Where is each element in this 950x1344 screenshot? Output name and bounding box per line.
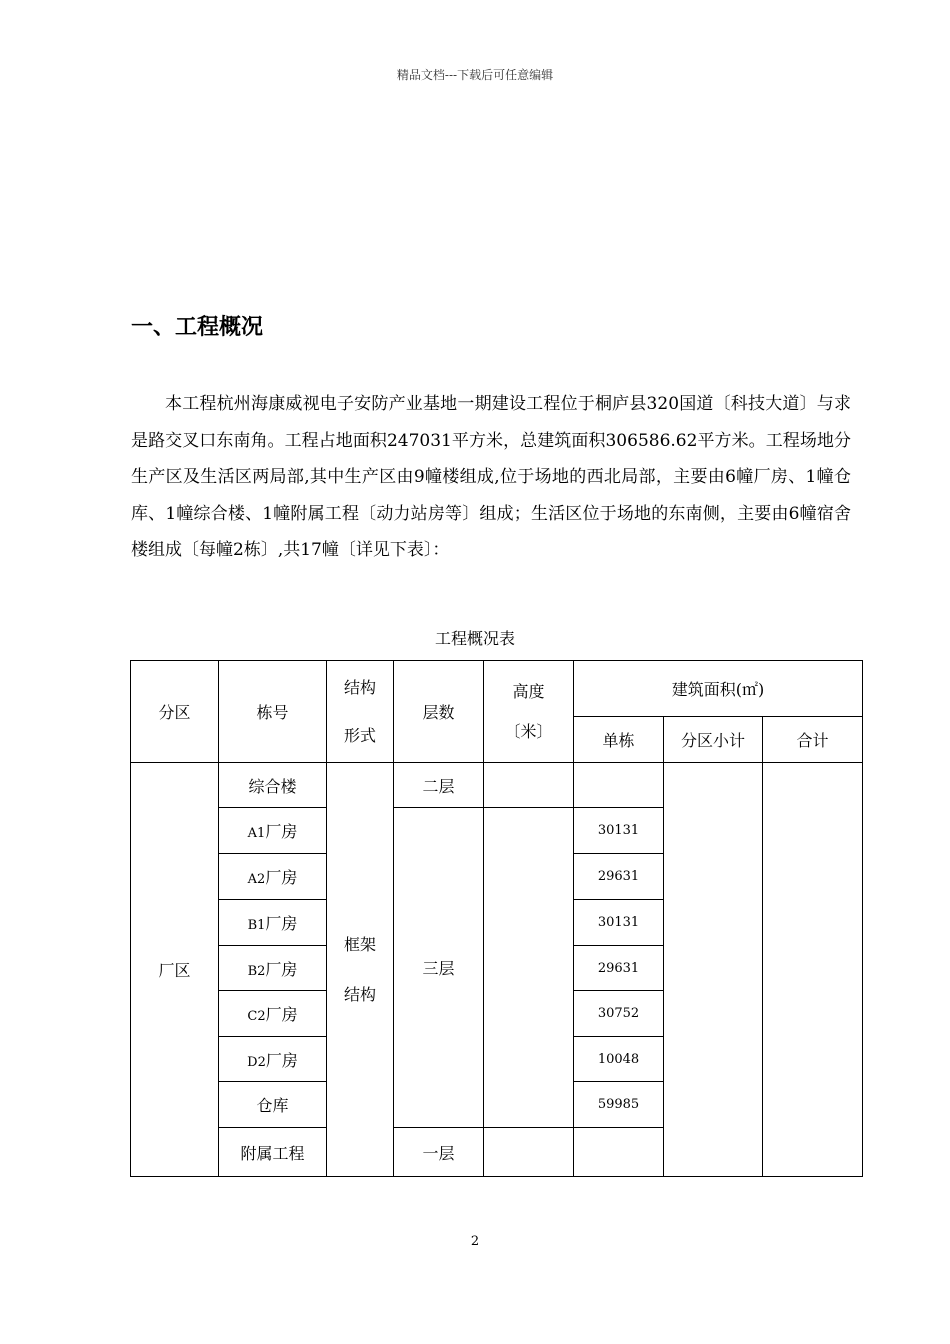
- zone-cell: 厂区: [131, 763, 219, 1177]
- table-title: 工程概况表: [434, 629, 515, 648]
- section-title: 一、工程概况: [131, 315, 264, 340]
- building-name: 综合楼: [248, 776, 297, 796]
- header-height: [484, 661, 574, 763]
- building-prefix: A1: [247, 826, 266, 841]
- building-cell: [219, 1037, 327, 1082]
- header-height-line2: 〔米〕: [504, 721, 553, 741]
- header-subtotal: 分区小计: [664, 717, 763, 763]
- height-cell: [484, 763, 574, 808]
- header-structure-line1: 结构: [343, 677, 376, 697]
- overview-table: [130, 660, 863, 1177]
- building-prefix: D2: [247, 1054, 266, 1070]
- area-cell: [574, 1128, 664, 1177]
- building-name: 厂房: [265, 1050, 298, 1070]
- header-height-line1: 高度: [512, 681, 545, 701]
- building-cell: [219, 1082, 327, 1128]
- floors-cell: 二层: [394, 763, 484, 808]
- header-building: 栋号: [219, 661, 327, 763]
- page-number: 2: [470, 1234, 480, 1249]
- floors-cell: 三层: [394, 808, 484, 1128]
- header-structure: [327, 661, 394, 763]
- structure-line2: 结构: [343, 984, 376, 1004]
- area-cell: 30752: [574, 991, 664, 1037]
- table-row: [131, 763, 863, 808]
- building-name: 厂房: [265, 822, 298, 841]
- page-header: 精品文档---下载后可任意编辑: [396, 68, 554, 82]
- building-name: 附属工程: [240, 1143, 305, 1163]
- area-cell: 30131: [574, 900, 664, 946]
- building-name: 厂房: [265, 914, 298, 933]
- structure-cell: [327, 763, 394, 1177]
- building-prefix: A2: [247, 872, 266, 887]
- building-cell: [219, 900, 327, 946]
- header-total: 合计: [763, 717, 863, 763]
- floors-cell: 一层: [394, 1128, 484, 1177]
- area-cell: 29631: [574, 854, 664, 900]
- subtotal-cell: [664, 763, 763, 1177]
- header-zone: 分区: [131, 661, 219, 763]
- area-cell: 29631: [574, 946, 664, 991]
- building-name: 厂房: [265, 868, 298, 887]
- building-prefix: B2: [247, 963, 266, 979]
- area-cell: 10048: [574, 1037, 664, 1082]
- area-cell: 59985: [574, 1082, 664, 1128]
- building-cell: [219, 946, 327, 991]
- building-prefix: B1: [247, 918, 266, 933]
- height-cell: [484, 1128, 574, 1177]
- building-cell: [219, 763, 327, 808]
- building-cell: [219, 854, 327, 900]
- header-structure-line2: 形式: [343, 725, 376, 745]
- building-cell: [219, 1128, 327, 1177]
- header-single: 单栋: [574, 717, 664, 763]
- building-cell: [219, 808, 327, 854]
- height-cell: [484, 808, 574, 1128]
- building-prefix: C2: [247, 1009, 266, 1024]
- area-cell: 30131: [574, 808, 664, 854]
- building-name: 厂房: [265, 959, 298, 979]
- header-area: 建筑面积(㎡): [574, 661, 863, 717]
- area-cell: [574, 763, 664, 808]
- structure-line1: 框架: [343, 934, 376, 954]
- header-floors: 层数: [394, 661, 484, 763]
- building-name: 仓库: [256, 1096, 289, 1115]
- total-cell: [763, 763, 863, 1177]
- building-name: 厂房: [265, 1005, 298, 1024]
- overview-paragraph: 本工程杭州海康威视电子安防产业基地一期建设工程位于桐庐县320国道〔科技大道〕与求是路交叉口东南角。工程占地面积247031平方米，总建筑面积306586.62平方米。工程场地分生产区及生活区两局部,其中生产区由9幢楼组成,位于场地的西北局部，主要由6幢厂房、1幢仓库、1幢综合楼、1幢附属工程〔动力站房等〕组成；生活区位于场地的东南侧，主要由6幢宿舍楼组成〔每幢2栋〕,共17幢〔详见下表〕：: [131, 394, 851, 560]
- building-cell: [219, 991, 327, 1037]
